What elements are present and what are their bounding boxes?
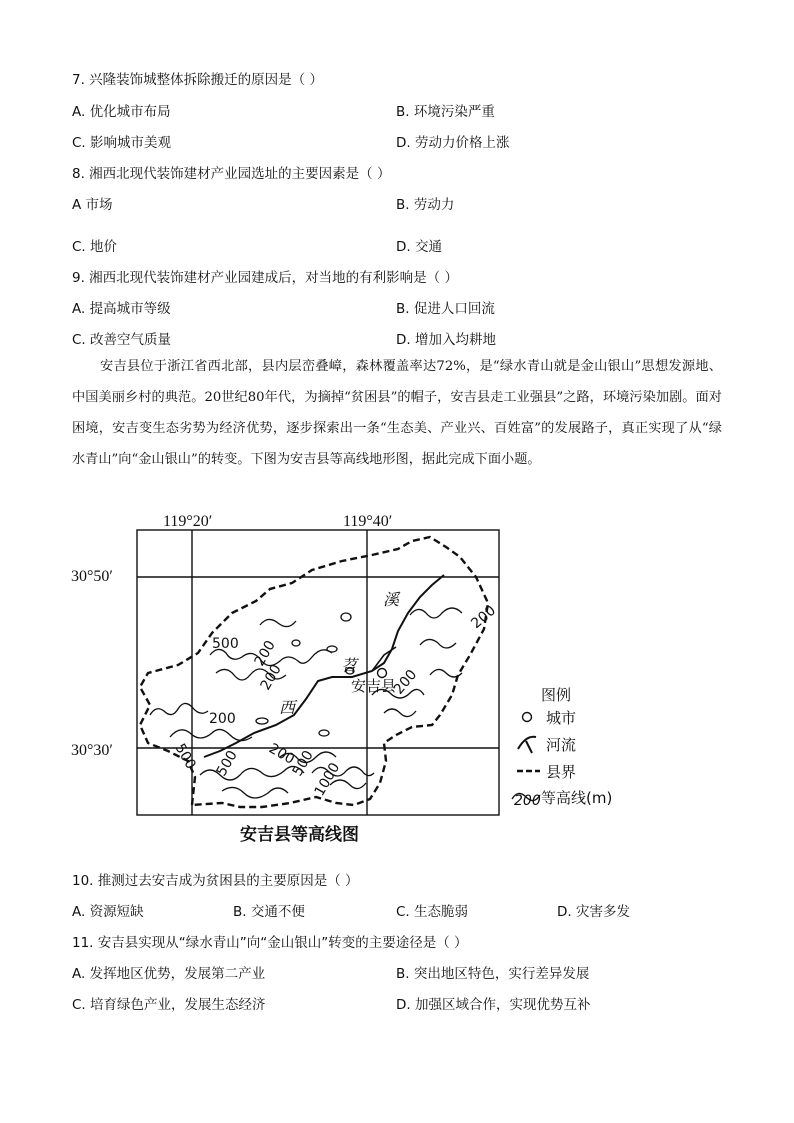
q9-option-b: B. 促进人口回流 — [396, 301, 495, 317]
q11-option-b: B. 突出地区特色，实行差异发展 — [396, 966, 590, 982]
q10-option-b: B. 交通不便 — [233, 904, 305, 920]
legend-border: 县界 — [546, 763, 577, 781]
legend-river: 河流 — [546, 736, 577, 754]
city-label: 安吉县 — [351, 677, 397, 695]
q7-option-d: D. 劳动力价格上涨 — [396, 135, 510, 151]
contour-label-3: 200 — [251, 637, 279, 669]
q8-option-c: C. 地价 — [72, 239, 118, 255]
contour-label-4: 200 — [257, 661, 285, 693]
q11-stem: 11. 安吉县实现从“绿水青山”向“金山银山”转变的主要途径是（ ） — [72, 935, 468, 951]
longitude-label-1: 119°20′ — [163, 513, 213, 530]
river-label-3: 西 — [279, 698, 296, 717]
q9-option-d: D. 增加入均耕地 — [396, 332, 496, 348]
passage-text: 安吉县位于浙江省西北部，县内层峦叠嶂，森林覆盖率达72%，是“绿水青山就是金山银山”思想发源地、中国美丽乡村的典范。20世纪80年代，为摘掉“贫困县”的帽子，安吉县走工业强县”之路，环境污染加剧。面对困境，安吉变生态劣势为经济优势，逐步探索出一条“生态美、产业兴、百姓富”的发展路子，真正实现了从“绿水青山”向“金山银山”的转变。下图为安吉县等高线地形图，据此完成下面小题。 — [72, 359, 722, 467]
contour-map — [0, 505, 794, 850]
q8-stem: 8. 湘西北现代装饰建材产业园选址的主要因素是（ ） — [72, 166, 391, 182]
latitude-label-2: 30°30′ — [71, 742, 113, 759]
latitude-label-1: 30°50′ — [71, 568, 113, 585]
map-caption: 安吉县等高线图 — [240, 825, 359, 845]
q10-option-d: D. 灾害多发 — [557, 904, 630, 920]
q10-option-c: C. 生态脆弱 — [396, 904, 469, 920]
legend-river-icon — [518, 737, 536, 753]
contour-label-11: 1000 — [311, 760, 344, 799]
contour-label-10: 200 — [390, 666, 421, 698]
contour-label-1: 500 — [212, 636, 239, 652]
q9-option-c: C. 改善空气质量 — [72, 332, 172, 348]
q7-option-c: C. 影响城市美观 — [72, 135, 172, 151]
legend-title: 图例 — [541, 686, 572, 704]
q8-option-d: D. 交通 — [396, 239, 442, 255]
longitude-label-2: 119°40′ — [343, 513, 393, 530]
contour-label-6: 200 — [266, 740, 298, 768]
q7-option-b: B. 环境污染严重 — [396, 104, 495, 120]
q10-stem: 10. 推测过去安吉成为贫困县的主要原因是（ ） — [72, 873, 359, 889]
river-label-1: 溪 — [383, 590, 400, 609]
contour-label-9: 500 — [289, 747, 317, 779]
map-legend — [512, 686, 612, 809]
passage — [72, 351, 722, 475]
q9-option-a: A. 提高城市等级 — [72, 301, 171, 317]
q10-option-a: A. 资源短缺 — [72, 904, 144, 920]
q8-option-b: B. 劳动力 — [396, 197, 455, 213]
legend-contour-sample: 200 — [514, 793, 541, 809]
q7-option-a: A. 优化城市布局 — [72, 104, 171, 120]
contour-label-8: 500 — [213, 747, 241, 779]
q11-option-a: A. 发挥地区优势，发展第二产业 — [72, 966, 266, 982]
river-label-2: 苕 — [341, 656, 358, 675]
q11-option-d: D. 加强区域合作，实现优势互补 — [396, 997, 591, 1013]
legend-city: 城市 — [546, 709, 577, 727]
contour-label-2: 200 — [468, 602, 500, 633]
contour-label-5: 200 — [209, 711, 236, 727]
river-tributary — [372, 647, 396, 671]
q9-stem: 9. 湘西北现代装饰建材产业园建成后，对当地的有利影响是（ ） — [72, 270, 458, 286]
legend-city-icon — [523, 713, 532, 722]
legend-contour: 等高线(m) — [541, 789, 613, 807]
contour-label-7: 500 — [171, 741, 199, 773]
q11-option-c: C. 培育绿色产业，发展生态经济 — [72, 997, 266, 1013]
q7-stem: 7. 兴隆装饰城整体拆除搬迁的原因是（ ） — [72, 72, 323, 88]
q8-option-a: A 市场 — [72, 197, 113, 213]
